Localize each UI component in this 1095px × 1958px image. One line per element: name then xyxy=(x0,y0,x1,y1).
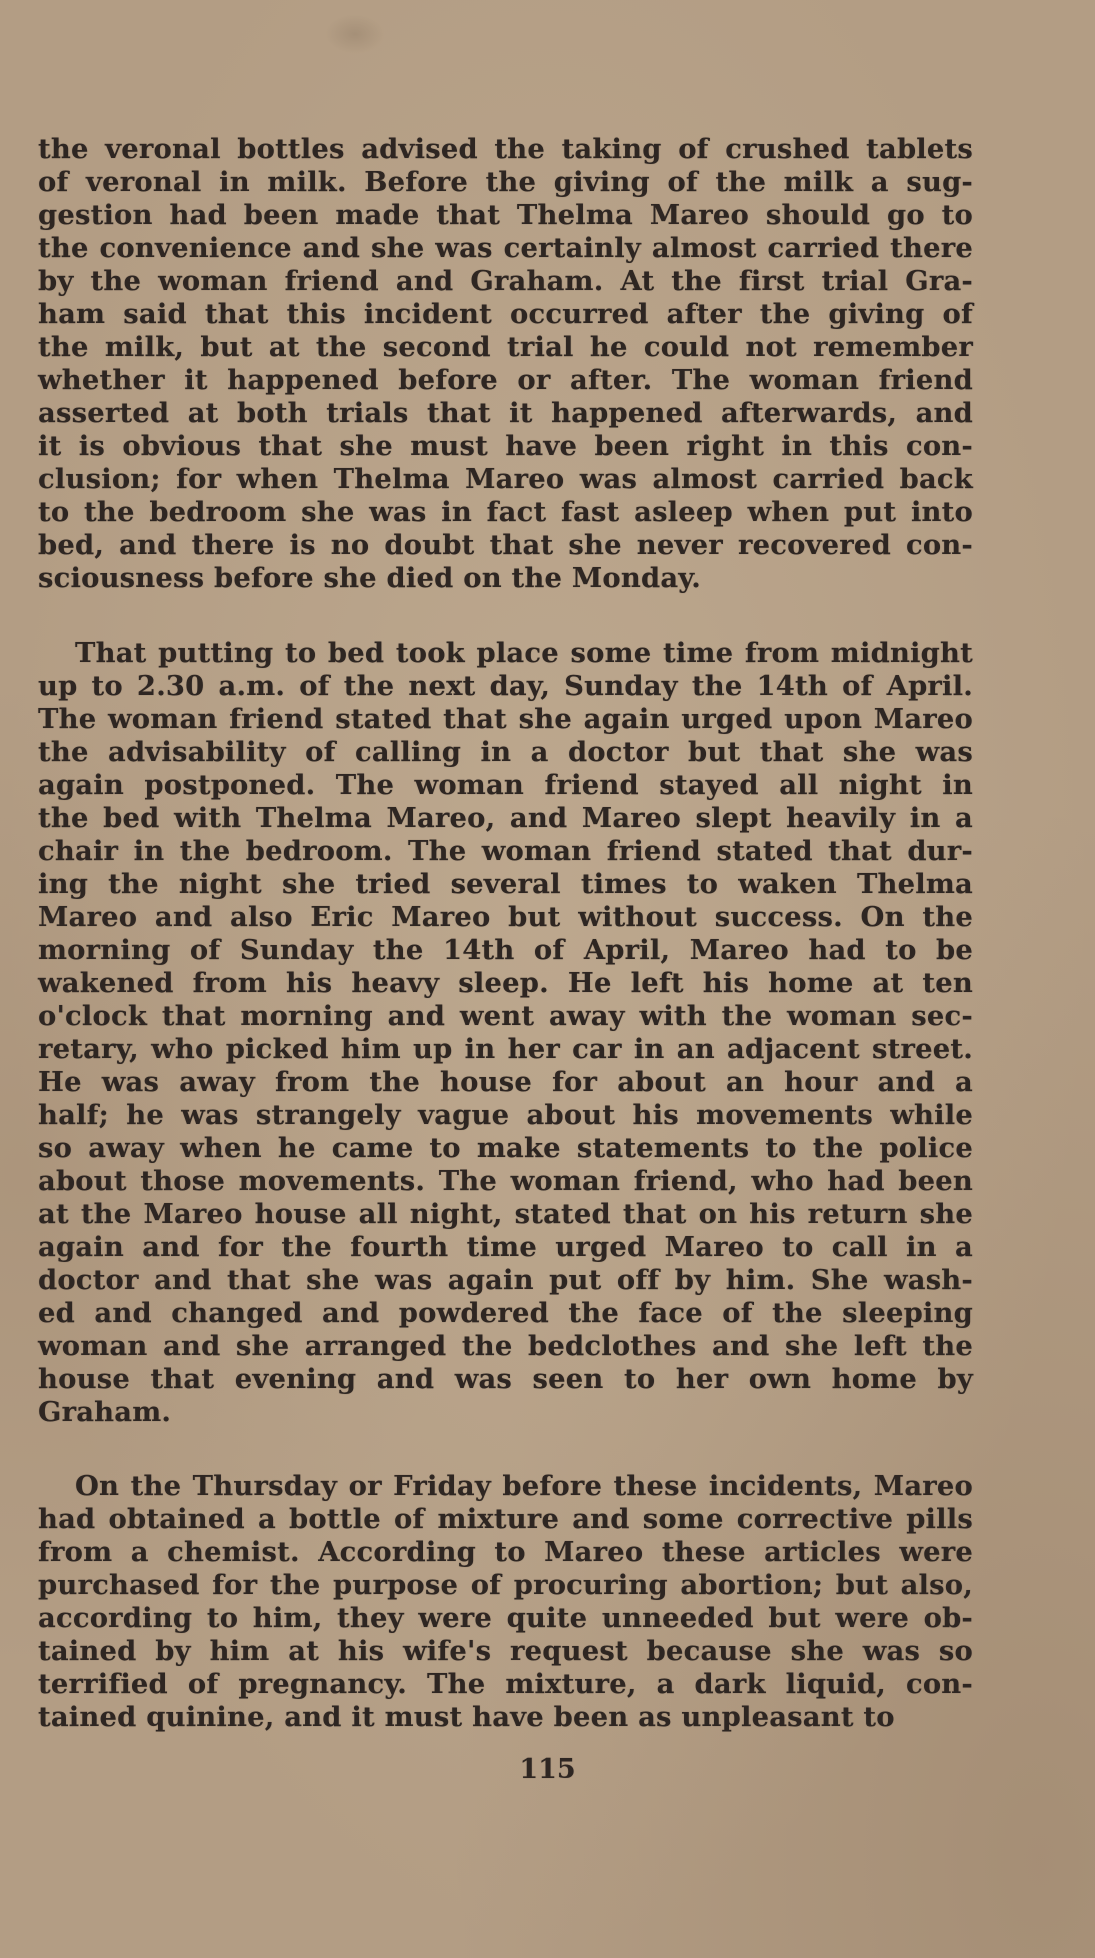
page-number: 115 xyxy=(519,1754,576,1785)
text-line: tained by him at his wife's request because she was so xyxy=(38,1635,973,1667)
text-line: about those movements. The woman friend, who had been xyxy=(38,1165,973,1197)
text-line: tained quinine, and it must have been as unpleasant to xyxy=(38,1701,895,1733)
text-line: terrified of pregnancy. The mixture, a dark liquid, con- xyxy=(38,1668,973,1700)
text-line: That putting to bed took place some time from midnight xyxy=(75,637,973,669)
text-line: clusion; for when Thelma Mareo was almost carried back xyxy=(38,463,973,495)
text-line: gestion had been made that Thelma Mareo should go to xyxy=(38,199,973,231)
text-line: bed, and there is no doubt that she never recovered con- xyxy=(38,529,973,561)
text-line: whether it happened before or after. The woman friend xyxy=(38,364,973,396)
text-line: chair in the bedroom. The woman friend stated that dur- xyxy=(38,835,973,867)
text-line: the bed with Thelma Mareo, and Mareo slept heavily in a xyxy=(38,802,973,834)
text-line: to the bedroom she was in fact fast asleep when put into xyxy=(38,496,973,528)
text-line: of veronal in milk. Before the giving of the milk a sug- xyxy=(38,166,973,198)
text-line: woman and she arranged the bedclothes and she left the xyxy=(38,1330,973,1362)
paragraph-1 xyxy=(38,133,973,595)
text-line: half; he was strangely vague about his movements while xyxy=(38,1099,973,1131)
text-line: Mareo and also Eric Mareo but without success. On the xyxy=(38,901,973,933)
text-line: it is obvious that she must have been right in this con- xyxy=(38,430,973,462)
text-line: ed and changed and powdered the face of the sleeping xyxy=(38,1297,973,1329)
text-line: up to 2.30 a.m. of the next day, Sunday the 14th of April. xyxy=(38,670,973,702)
text-line: again postponed. The woman friend stayed all night in xyxy=(38,769,973,801)
text-line: asserted at both trials that it happened afterwards, and xyxy=(38,397,973,429)
text-line: morning of Sunday the 14th of April, Mareo had to be xyxy=(38,934,973,966)
text-line: Graham. xyxy=(38,1396,172,1428)
text-line: had obtained a bottle of mixture and some corrective pills xyxy=(38,1503,973,1535)
text-line: at the Mareo house all night, stated that on his return she xyxy=(38,1198,973,1230)
text-line: the veronal bottles advised the taking of crushed tablets xyxy=(38,133,973,165)
text-line: The woman friend stated that she again urged upon Mareo xyxy=(38,703,973,735)
paragraph-3 xyxy=(38,1470,973,1734)
text-line: purchased for the purpose of procuring abortion; but also, xyxy=(38,1569,973,1601)
text-line: ham said that this incident occurred after the giving of xyxy=(38,298,973,330)
text-line: the milk, but at the second trial he could not remember xyxy=(38,331,973,363)
text-line: On the Thursday or Friday before these incidents, Mareo xyxy=(75,1470,973,1502)
text-line: according to him, they were quite unneeded but were ob- xyxy=(38,1602,973,1634)
text-line: by the woman friend and Graham. At the first trial Gra- xyxy=(38,265,973,297)
text-line: He was away from the house for about an hour and a xyxy=(38,1066,973,1098)
text-line: the convenience and she was certainly almost carried there xyxy=(38,232,973,264)
paper-smudge xyxy=(325,14,385,54)
paragraph-2 xyxy=(38,637,973,1429)
text-line: wakened from his heavy sleep. He left his home at ten xyxy=(38,967,973,999)
text-line: from a chemist. According to Mareo these articles were xyxy=(38,1536,973,1568)
text-line: the advisability of calling in a doctor but that she was xyxy=(38,736,973,768)
text-line: retary, who picked him up in her car in an adjacent street. xyxy=(38,1033,973,1065)
text-line: sciousness before she died on the Monday. xyxy=(38,562,701,594)
text-line: ing the night she tried several times to waken Thelma xyxy=(38,868,973,900)
text-line: o'clock that morning and went away with the woman sec- xyxy=(38,1000,973,1032)
text-line: again and for the fourth time urged Mareo to call in a xyxy=(38,1231,973,1263)
text-line: so away when he came to make statements to the police xyxy=(38,1132,973,1164)
text-line: house that evening and was seen to her own home by xyxy=(38,1363,973,1395)
text-line: doctor and that she was again put off by him. She wash- xyxy=(38,1264,973,1296)
